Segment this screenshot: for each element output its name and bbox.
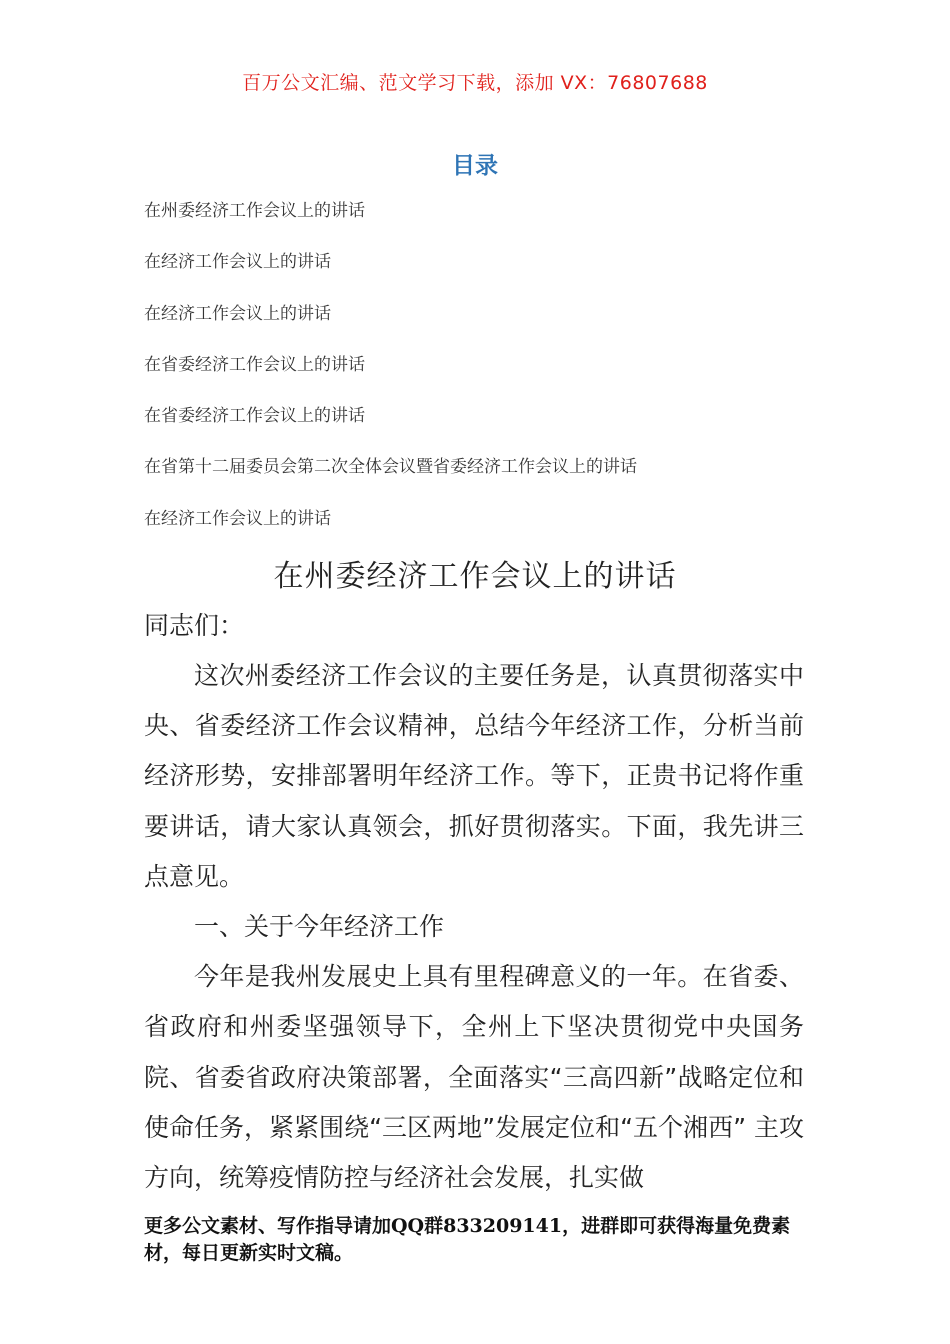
toc-item[interactable]: 在经济工作会议上的讲话 bbox=[144, 303, 331, 324]
toc-item[interactable]: 在经济工作会议上的讲话 bbox=[144, 508, 331, 529]
toc-item[interactable]: 在省委经济工作会议上的讲话 bbox=[144, 354, 365, 375]
article-body bbox=[144, 651, 804, 1203]
table-of-contents bbox=[144, 200, 637, 559]
section-heading: 一、关于今年经济工作 bbox=[194, 912, 445, 942]
toc-item[interactable]: 在州委经济工作会议上的讲话 bbox=[144, 201, 365, 221]
document-title: 在州委经济工作会议上的讲话 bbox=[273, 559, 677, 594]
body-paragraph: 这次州委经济工作会议的主要任务是，认真贯彻落实中央、省委经济工作会议精神，总结今年经济工作，分析当前经济形势，安排部署明年经济工作。等下，正贵书记将作重要讲话，请大家认真领会，抓好贯彻落实。下面，我先讲三点意见。 bbox=[144, 661, 804, 891]
footer-note: 更多公文素材、写作指导请加QQ群833209141，进群即可获得海量免费素材，每日更新实时文稿。 bbox=[144, 1215, 791, 1264]
toc-item[interactable]: 在经济工作会议上的讲话 bbox=[144, 252, 331, 273]
toc-item[interactable]: 在省第十二届委员会第二次全体会议暨省委经济工作会议上的讲话 bbox=[144, 457, 637, 478]
body-paragraph: 今年是我州发展史上具有里程碑意义的一年。在省委、省政府和州委坚强领导下，全州上下坚决贯彻党中央国务院、省委省政府决策部署，全面落实“三高四新”战略定位和使命任务，紧紧围绕“三区两地”发展定位和“五个湘西” 主攻方向，统筹疫情防控与经济社会发展，扎实做 bbox=[144, 962, 804, 1193]
toc-title: 目录 bbox=[452, 153, 498, 179]
salutation: 同志们： bbox=[144, 611, 245, 640]
toc-item[interactable]: 在省委经济工作会议上的讲话 bbox=[144, 406, 365, 427]
header-banner: 百万公文汇编、范文学习下载，添加 VX：76807688 bbox=[242, 72, 708, 94]
